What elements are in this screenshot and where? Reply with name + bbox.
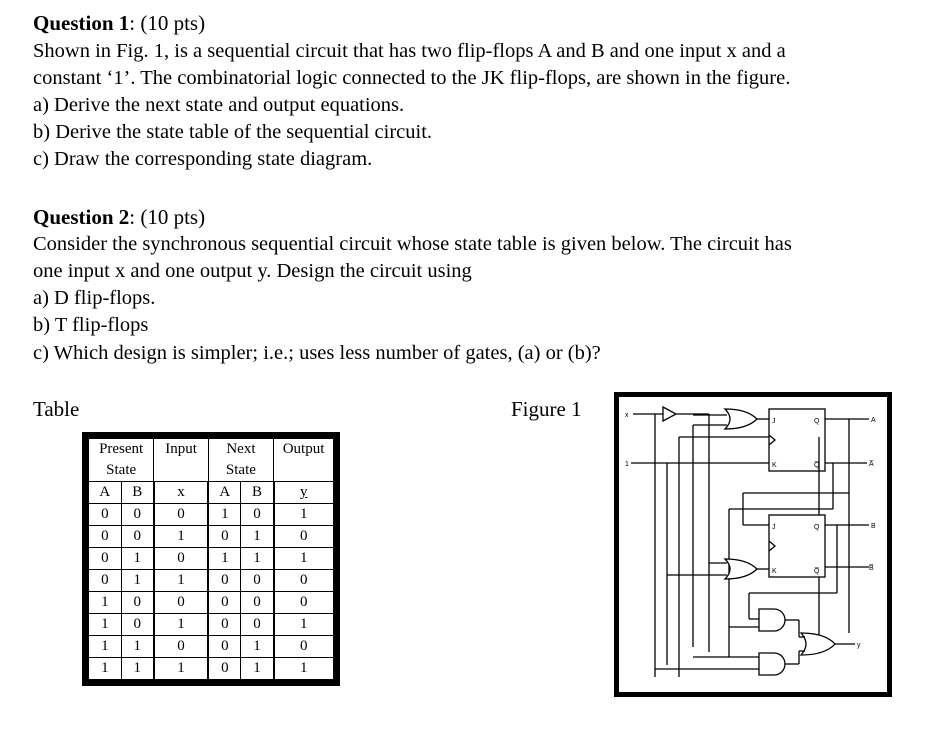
circuit-input-x: x (625, 412, 629, 419)
table-cell: 1 (208, 547, 241, 569)
table-cell: 1 (121, 569, 154, 591)
ffb-qbar: Q̅ (814, 568, 820, 575)
ffa-j: J (772, 418, 776, 425)
table-cell: 0 (89, 503, 122, 525)
table-cell: 1 (154, 613, 208, 635)
table-cell: 1 (154, 657, 208, 679)
table-cell: 0 (121, 525, 154, 547)
table-row (89, 591, 334, 613)
ffa-k: K (772, 462, 777, 469)
col-b: B (121, 481, 154, 503)
ffa-q: Q (814, 418, 820, 425)
col-a: A (89, 481, 122, 503)
table-cell: 1 (241, 657, 274, 679)
state-table-frame (82, 432, 340, 686)
table-row (89, 635, 334, 657)
q2-line-5: c) Which design is simpler; i.e.; uses less number of gates, (a) or (b)? (33, 342, 601, 364)
table-cell: 0 (208, 635, 241, 657)
table-cell: 0 (274, 525, 334, 547)
table-cell: 0 (89, 547, 122, 569)
col-next-a: A (208, 481, 241, 503)
table-cell: 1 (241, 525, 274, 547)
table-cell: 0 (241, 569, 274, 591)
table-cell: 0 (241, 591, 274, 613)
table-cell: 1 (241, 547, 274, 569)
table-cell: 0 (154, 591, 208, 613)
circuit-input-one: 1 (625, 461, 629, 468)
table-cell: 0 (154, 503, 208, 525)
table-row (89, 525, 334, 547)
table-cell: 0 (121, 503, 154, 525)
circuit-figure-frame (614, 392, 892, 697)
ffb-q: Q (814, 524, 820, 531)
table-cell: 1 (154, 525, 208, 547)
table-cell: 1 (89, 591, 122, 613)
hdr-present: Present (89, 439, 154, 460)
table-cell: 1 (208, 503, 241, 525)
table-cell: 1 (89, 635, 122, 657)
state-table (88, 438, 334, 680)
table-cell: 1 (274, 613, 334, 635)
col-next-b: B (241, 481, 274, 503)
q1-line-3: a) Derive the next state and output equations. (33, 94, 405, 116)
q1-line-2: constant ‘1’. The combinatorial logic connected to the JK flip-flops, are shown in the figure. (33, 67, 791, 89)
out-b-bar: B̅ (869, 565, 874, 572)
hdr-output-blank (274, 460, 334, 481)
table-cell: 0 (208, 613, 241, 635)
hdr-input-blank (154, 460, 208, 481)
q2-line-3: a) D flip-flops. (33, 287, 156, 309)
out-y: y (857, 642, 861, 649)
table-cell: 1 (89, 613, 122, 635)
table-cell: 0 (208, 525, 241, 547)
table-cell: 1 (121, 657, 154, 679)
table-cell: 0 (208, 591, 241, 613)
table-row (89, 547, 334, 569)
table-cell: 1 (121, 635, 154, 657)
table-cell: 1 (121, 547, 154, 569)
table-cell: 1 (274, 503, 334, 525)
col-x: x (154, 481, 208, 503)
table-cell: 0 (241, 503, 274, 525)
col-y: y (274, 481, 334, 503)
table-row (89, 657, 334, 679)
table-row (89, 569, 334, 591)
table-cell: 1 (241, 635, 274, 657)
table-cell: 1 (274, 657, 334, 679)
q1-title-bold: Question 1 (33, 11, 130, 35)
table-cell: 1 (274, 547, 334, 569)
table-row (89, 613, 334, 635)
q1-title-points: : (10 pts) (129, 11, 206, 35)
table-cell: 0 (121, 613, 154, 635)
table-cell: 0 (208, 569, 241, 591)
figure-label: Figure 1 (511, 397, 582, 421)
table-cell: 0 (241, 613, 274, 635)
out-a-bar: A̅ (869, 461, 874, 468)
q2-title (33, 205, 205, 230)
out-a: A (871, 417, 876, 424)
q2-line-4: b) T flip-flops (33, 314, 149, 336)
table-row (89, 503, 334, 525)
table-cell: 0 (89, 569, 122, 591)
table-cell: 1 (89, 657, 122, 679)
table-cell: 0 (274, 591, 334, 613)
ffb-k: K (772, 568, 777, 575)
q2-line-1: Consider the synchronous sequential circuit whose state table is given below. The circuit has (33, 233, 792, 255)
q2-line-2: one input x and one output y. Design the circuit using (33, 260, 472, 282)
q1-line-4: b) Derive the state table of the sequential circuit. (33, 121, 433, 143)
table-cell: 1 (154, 569, 208, 591)
q1-line-1: Shown in Fig. 1, is a sequential circuit that has two flip-flops A and B and one input x and a (33, 40, 786, 62)
table-cell: 0 (274, 569, 334, 591)
out-b: B (871, 523, 876, 530)
hdr-input: Input (154, 439, 208, 460)
q2-title-bold: Question 2 (33, 205, 130, 229)
q2-title-points: : (10 pts) (129, 205, 206, 229)
table-label: Table (33, 397, 80, 421)
circuit-diagram (619, 397, 887, 692)
table-cell: 0 (121, 591, 154, 613)
hdr-next: Next (208, 439, 273, 460)
ffb-j: J (772, 524, 776, 531)
table-cell: 0 (89, 525, 122, 547)
hdr-next-state: State (208, 460, 273, 481)
ffa-qbar: Q̅ (814, 462, 820, 469)
table-cell: 0 (154, 635, 208, 657)
hdr-present-state: State (89, 460, 154, 481)
table-cell: 0 (274, 635, 334, 657)
hdr-output: Output (274, 439, 334, 460)
q1-line-5: c) Draw the corresponding state diagram. (33, 148, 373, 170)
table-cell: 0 (154, 547, 208, 569)
table-cell: 0 (208, 657, 241, 679)
q1-title (33, 11, 205, 36)
